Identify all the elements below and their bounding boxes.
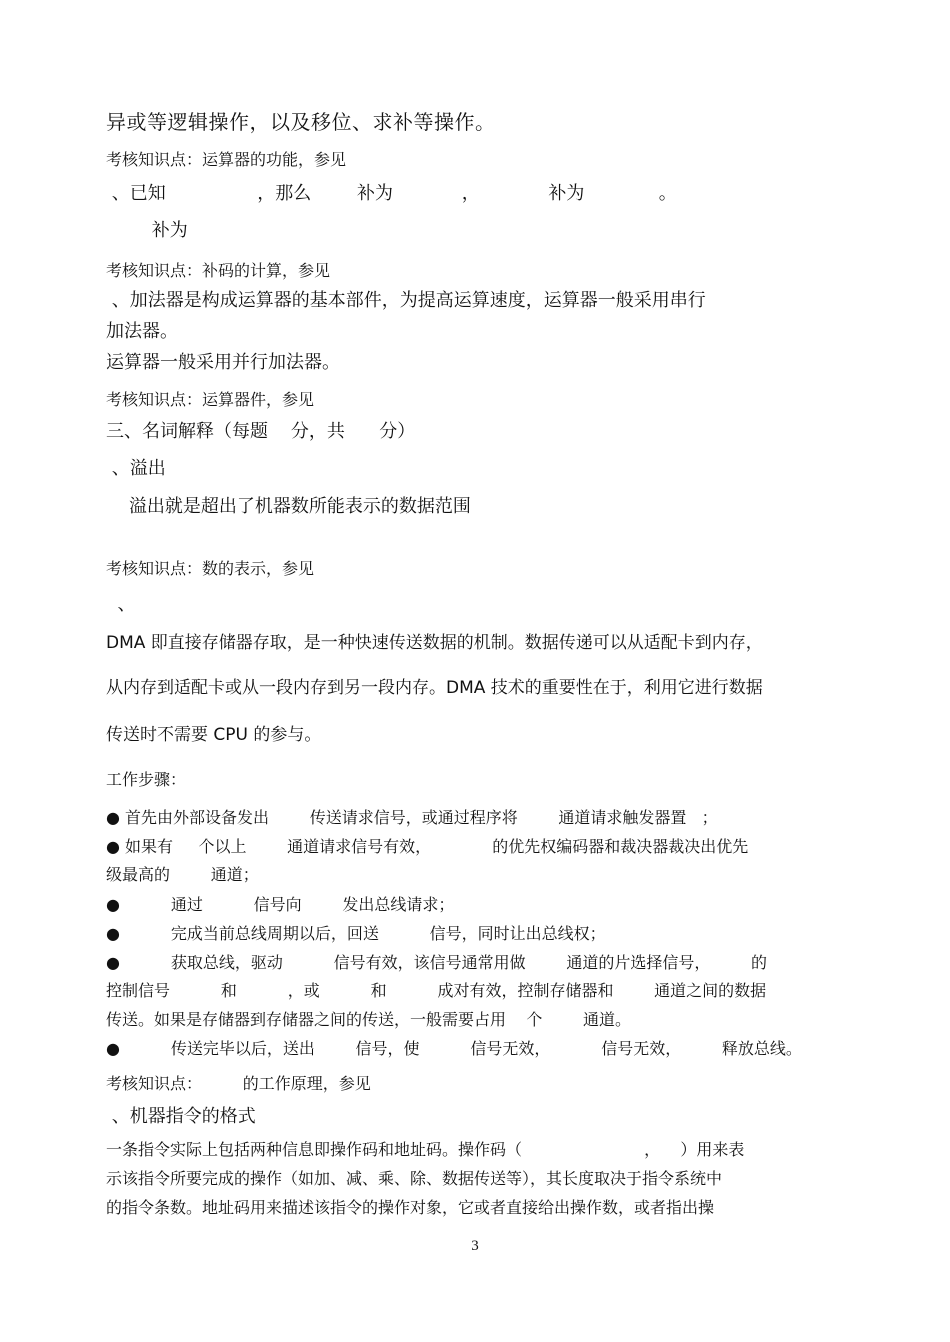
- answer-line: 运算器一般采用并行加法器。: [106, 352, 340, 373]
- paragraph-line: 的指令条数。地址码用来描述该指令的操作对象，它或者直接给出操作数，或者指出操: [106, 1198, 715, 1217]
- answer-line: 补为: [106, 220, 188, 241]
- question-line: 、已知 ，那么 补为 ， 补为 。: [106, 183, 677, 204]
- knowledge-point-line: 考核知识点：补码的计算，参见: [106, 261, 331, 280]
- question-line: 、加法器是构成运算器的基本部件，为提高运算速度，运算器一般采用串行: [106, 290, 706, 311]
- question-line-cont: 加法器。: [106, 321, 178, 342]
- dma-paragraph-line: 传送时不需要 CPU 的参与。: [106, 725, 322, 745]
- bullet-line: ● 如果有 个以上 通道请求信号有效， 的优先权编码器和裁决器裁决出优先: [106, 837, 749, 856]
- knowledge-point-line: 考核知识点： 的工作原理，参见: [106, 1074, 371, 1093]
- dma-paragraph-line: 从内存到适配卡或从一段内存到另一段内存。DMA 技术的重要性在于，利用它进行数据: [106, 678, 763, 698]
- page-number: 3: [471, 1238, 479, 1254]
- knowledge-point-line: 考核知识点：运算器的功能，参见: [106, 150, 347, 169]
- knowledge-point-line: 考核知识点：数的表示，参见: [106, 559, 315, 578]
- bullet-line: ● 完成当前总线周期以后，回送 信号，同时让出总线权；: [106, 924, 606, 943]
- bullet-line: ● 获取总线，驱动 信号有效，该信号通常用做 通道的片选择信号， 的: [106, 953, 768, 972]
- dma-paragraph-line: DMA 即直接存储器存取，是一种快速传送数据的机制。数据传递可以从适配卡到内存，: [106, 633, 763, 653]
- bullet-line: ● 首先由外部设备发出 传送请求信号，或通过程序将 通道请求触发器置 ；: [106, 808, 718, 827]
- bullet-line: ● 通过 信号向 发出总线请求；: [106, 895, 455, 914]
- bullet-line-cont: 级最高的 通道；: [106, 865, 259, 884]
- bullet-line-cont: 传送。如果是存储器到存储器之间的传送，一般需要占用 个 通道。: [106, 1010, 632, 1029]
- bullet-line: ● 传送完毕以后，送出 信号，使 信号无效， 信号无效， 释放总线。: [106, 1039, 802, 1058]
- paragraph-line: 一条指令实际上包括两种信息即操作码和地址码。操作码（ ， ）用来表: [106, 1140, 745, 1159]
- bullet-line-cont: 控制信号 和 ，或 和 成对有效，控制存储器和 通道之间的数据: [106, 981, 767, 1000]
- paragraph-line: 示该指令所要完成的操作（如加、减、乘、除、数据传送等），其长度取决于指令系统中: [106, 1169, 723, 1188]
- term-heading: 、: [106, 594, 136, 615]
- term-heading: 、溢出: [106, 458, 166, 479]
- term-definition: 溢出就是超出了机器数所能表示的数据范围: [106, 496, 471, 517]
- knowledge-point-line: 考核知识点：运算器件，参见: [106, 390, 315, 409]
- steps-heading: 工作步骤：: [106, 770, 187, 789]
- term-heading: 、机器指令的格式: [106, 1106, 256, 1127]
- section-heading: 三、名词解释（每题 分，共 分）: [106, 421, 416, 442]
- text-line-1: 异或等逻辑操作，以及移位、求补等操作。: [106, 110, 496, 134]
